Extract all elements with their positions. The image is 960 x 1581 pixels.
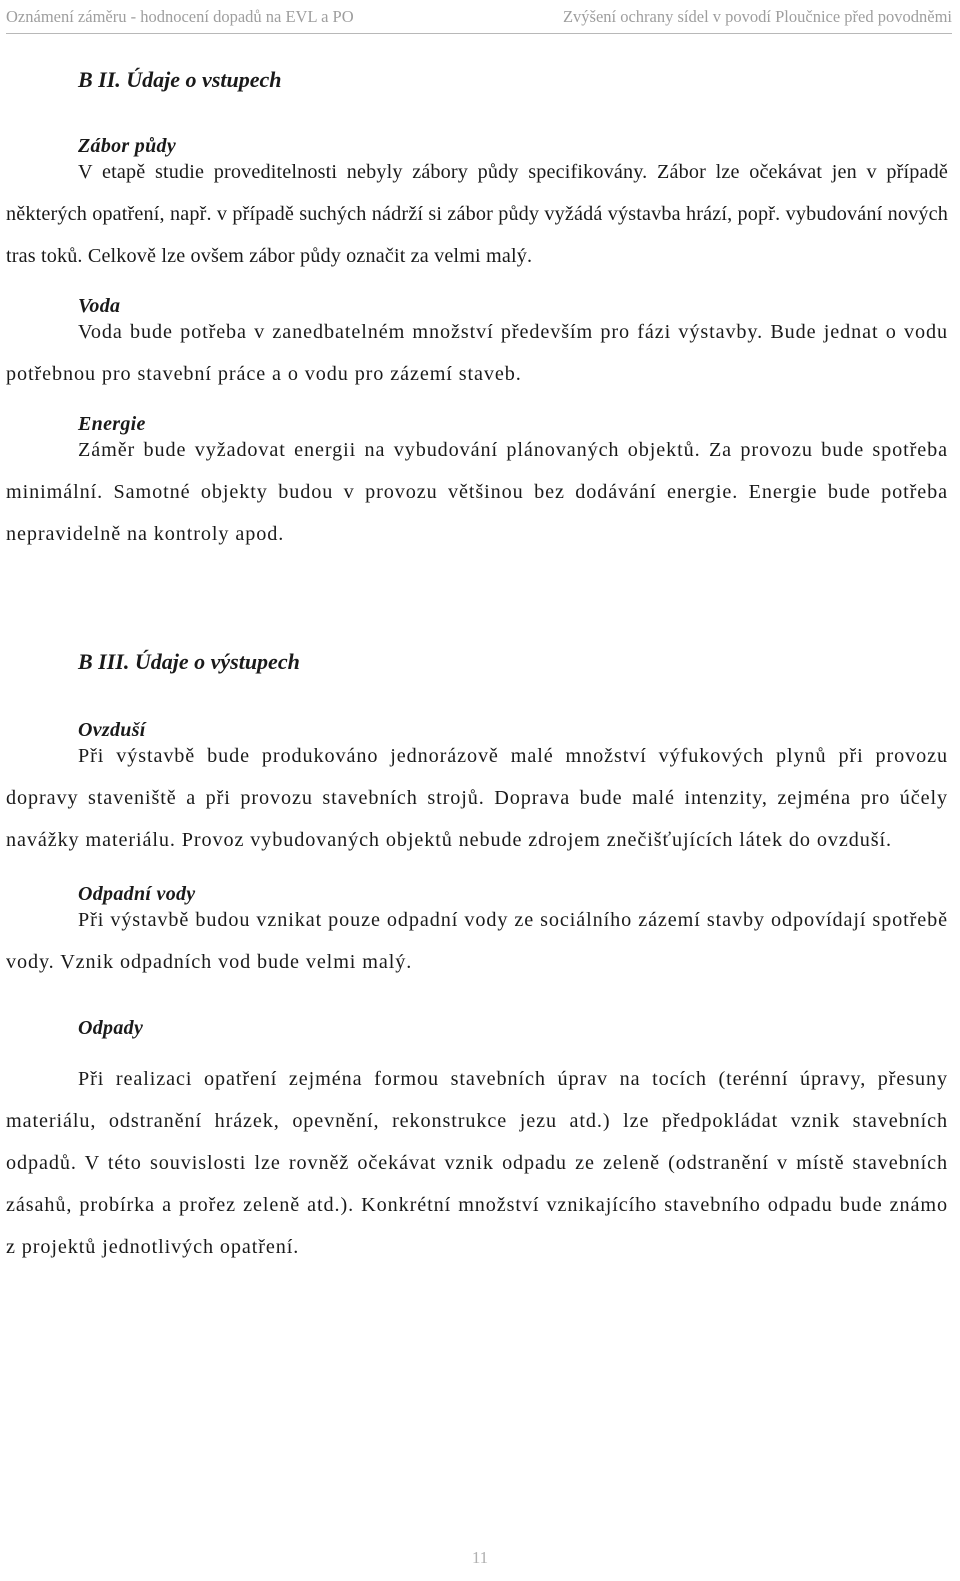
- running-header: [6, 0, 952, 34]
- page-number: 11: [471, 1548, 489, 1567]
- paragraph-voda: Voda bude potřeba v zanedbatelném množství především pro fázi výstavby. Bude jednat o vodu potřebnou pro stavební práce a o vodu pro zázemí staveb.: [6, 321, 948, 385]
- subheading-voda: Voda: [78, 295, 121, 317]
- paragraph-energie: Záměr bude vyžadovat energii na vybudování plánovaných objektů. Za provozu bude spotřeba minimální. Samotné objekty budou v provozu většinou bez dodávání energie. Energie bude potřeba nepravidelně na kontroly apod.: [6, 439, 948, 545]
- subheading-odpadni-vody: Odpadní vody: [78, 883, 196, 905]
- paragraph-odpady: Při realizaci opatření zejména formou stavebních úprav na tocích (terénní úpravy, přesuny materiálu, odstranění hrázek, opevnění, rekonstrukce jezu atd.) lze předpokládat vznik stavebních odpadů. V této souvislosti lze rovněž očekávat vznik odpadu ze zeleně (odstranění v místě stavebních zásahů, probírka a prořez zeleně atd.). Konkrétní množství vznikajícího stavebního odpadu bude známo z projektů jednotlivých opatření.: [6, 1068, 948, 1258]
- subheading-ovzdusi: Ovzduší: [78, 719, 146, 741]
- subheading-zabor-pudy: Zábor půdy: [78, 135, 176, 157]
- document-content: [6, 33, 948, 1268]
- paragraph-ovzdusi: Při výstavbě bude produkováno jednorázově malé množství výfukových plynů při provozu dopravy staveniště a při provozu stavebních strojů. Doprava bude malé intenzity, zejména pro účely navážky materiálu. Provoz vybudovaných objektů nebude zdrojem znečišťujících látek do ovzduší.: [6, 745, 948, 851]
- subheading-energie: Energie: [78, 413, 146, 435]
- running-header-left: Oznámení záměru - hodnocení dopadů na EVL a PO: [6, 6, 354, 26]
- subheading-odpady: Odpady: [78, 1017, 144, 1039]
- section-heading-b2: B II. Údaje o vstupech: [78, 67, 282, 92]
- paragraph-zabor-pudy: V etapě studie proveditelnosti nebyly zábory půdy specifikovány. Zábor lze očekávat jen v případě některých opatření, např. v případě suchých nádrží si zábor půdy vyžádá výstavba hrází, popř. vybudování nových tras toků. Celkově lze ovšem zábor půdy označit za velmi malý.: [6, 161, 948, 267]
- section-heading-b3: B III. Údaje o výstupech: [78, 649, 300, 674]
- paragraph-odpadni-vody: Při výstavbě budou vznikat pouze odpadní vody ze sociálního zázemí stavby odpovídají spotřebě vody. Vznik odpadních vod bude velmi malý.: [6, 909, 948, 973]
- running-header-right: Zvýšení ochrany sídel v povodí Ploučnice před povodněmi: [562, 6, 952, 26]
